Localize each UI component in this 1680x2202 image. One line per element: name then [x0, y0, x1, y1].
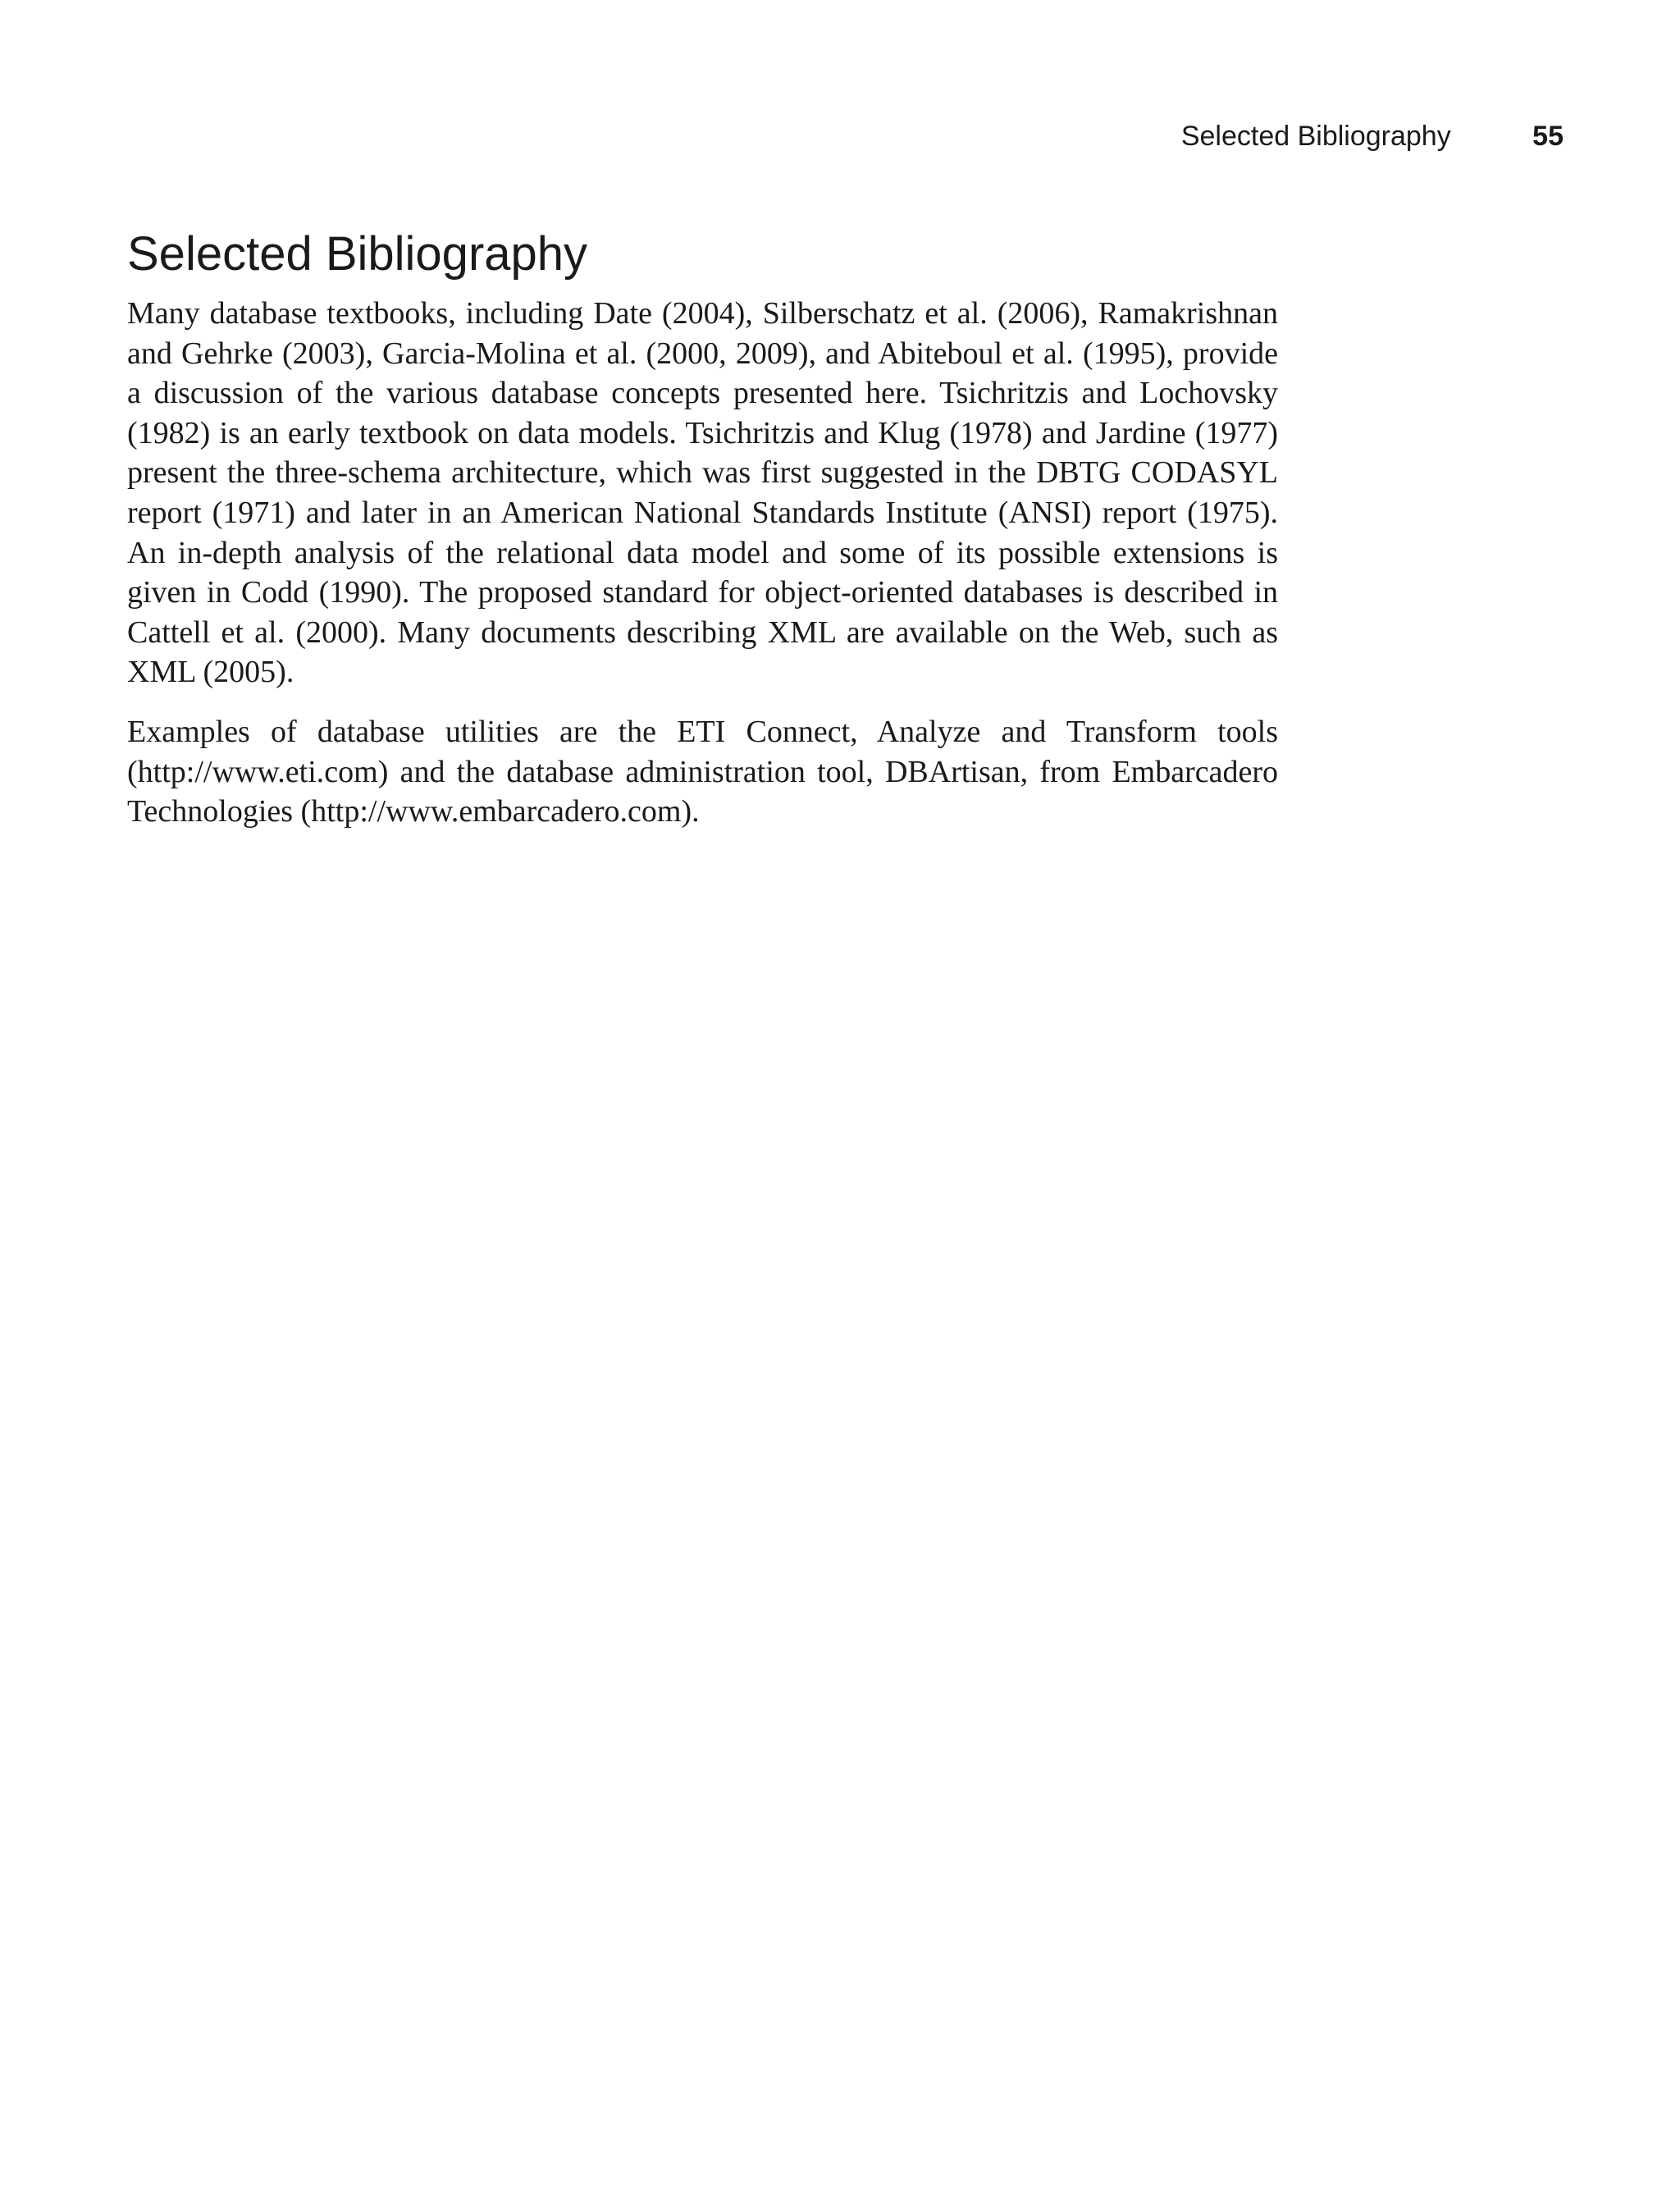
running-header-title: Selected Bibliography [1180, 121, 1451, 152]
body-paragraph: Many database textbooks, including Date (2004), Silberschatz et al. (2006), Ramakrishnan and Gehrke (2003), Garcia-Molina et al. (2000, 2009), and Abiteboul et al. (1995), provide a discussion of the various database concepts presented here. Tsichritzis and Lochovsky (1982) is an early textbook on data models. Tsichritzis and Klug (1978) and Jardine (1977) present the three-schema architecture, which was first suggested in the DBTG CODASYL report (1971) and later in an American National Standards Institute (ANSI) report (1975). An in-depth analysis of the relational data model and some of its possible extensions is given in Codd (1990). The proposed standard for object-oriented databases is described in Cattell et al. (2000). Many documents describing XML are available on the Web, such as XML (2005). [127, 296, 1278, 690]
section-heading: Selected Bibliography [127, 227, 588, 281]
page-number: 55 [1532, 121, 1564, 152]
bibliography-section [127, 222, 1278, 832]
running-header [1181, 118, 1564, 154]
body-paragraph: Examples of database utilities are the ETI Connect, Analyze and Transform tools (http://www.eti.com) and the database administration tool, DBArtisan, from Embarcadero Technologies (http://www.embarcadero.com). [127, 714, 1278, 829]
